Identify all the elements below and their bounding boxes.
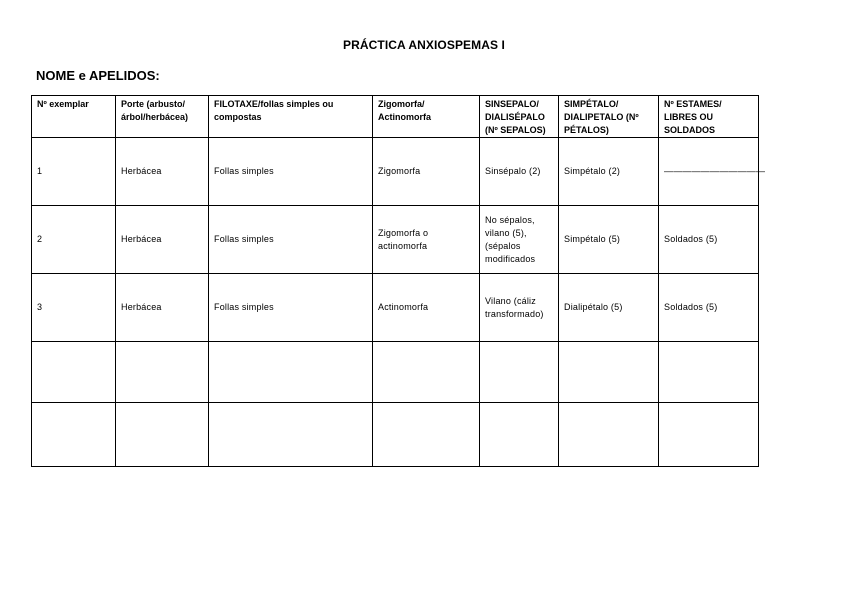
table-cell: Herbácea [116, 206, 209, 274]
table-cell: Zigomorfa [373, 138, 480, 206]
table-row [32, 342, 759, 403]
header-simetria: Zigomorfa/ Actinomorfa [373, 96, 480, 138]
table-cell [559, 403, 659, 467]
table-cell: 3 [32, 274, 116, 342]
table-cell [559, 342, 659, 403]
table-cell: Follas simples [209, 274, 373, 342]
document-title: PRÁCTICA ANXIOSPEMAS I [343, 38, 505, 52]
table-cell [32, 342, 116, 403]
table-cell [659, 342, 759, 403]
header-exemplar: Nº exemplar [32, 96, 116, 138]
table-row [32, 138, 759, 206]
table-cell: Follas simples [209, 206, 373, 274]
header-petalos: SIMPÉTALO/ DIALIPETALO (Nº PÉTALOS) [559, 96, 659, 138]
table-cell: Sinsépalo (2) [480, 138, 559, 206]
table-cell: Soldados (5) [659, 274, 759, 342]
table-cell: Zigomorfa o actinomorfa [373, 206, 480, 274]
table-cell: Herbácea [116, 138, 209, 206]
table-cell: Herbácea [116, 274, 209, 342]
table-cell [480, 342, 559, 403]
table-cell: Vilano (cáliz transformado) [480, 274, 559, 342]
table-cell [373, 403, 480, 467]
table-cell [116, 342, 209, 403]
table-cell [209, 342, 373, 403]
practice-table [31, 95, 766, 467]
table-cell: 2 [32, 206, 116, 274]
header-row [32, 96, 759, 138]
table-cell [209, 403, 373, 467]
table-row [32, 274, 759, 342]
table-cell: Soldados (5) [659, 206, 759, 274]
table-cell: ——————————— [659, 138, 759, 206]
header-sepalos: SINSEPALO/ DIALISÉPALO (Nº SEPALOS) [480, 96, 559, 138]
table-row [32, 403, 759, 467]
table-cell: No sépalos, vilano (5), (sépalos modificados [480, 206, 559, 274]
table-cell [480, 403, 559, 467]
table-row [32, 206, 759, 274]
table-cell: Actinomorfa [373, 274, 480, 342]
table-cell [32, 403, 116, 467]
header-estames: Nº ESTAMES/ LIBRES OU SOLDADOS [659, 96, 759, 138]
table-cell [116, 403, 209, 467]
table-cell: Simpétalo (5) [559, 206, 659, 274]
header-porte: Porte (arbusto/árbol/herbácea) [116, 96, 209, 138]
table-cell: Dialipétalo (5) [559, 274, 659, 342]
table-cell [373, 342, 480, 403]
table-cell: Follas simples [209, 138, 373, 206]
name-label: NOME e APELIDOS: [36, 68, 160, 83]
table-cell: Simpétalo (2) [559, 138, 659, 206]
header-filotaxe: FILOTAXE/follas simples ou compostas [209, 96, 373, 138]
table-cell: 1 [32, 138, 116, 206]
table-cell [659, 403, 759, 467]
